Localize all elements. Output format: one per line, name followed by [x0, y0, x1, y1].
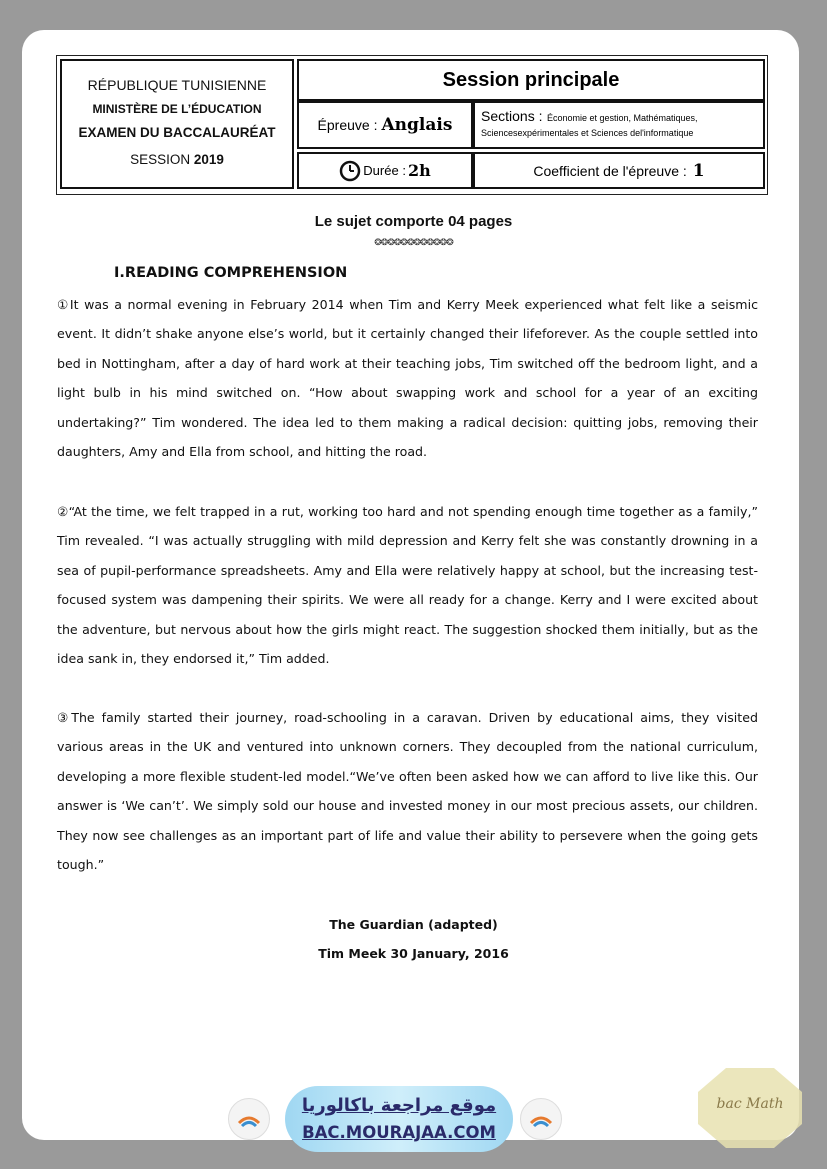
- paragraph-1: ①It was a normal evening in February 2014 when Tim and Kerry Meek experienced what felt like a seismic event. It didn’t shake anyone else’s world, but it certainly changed their lifeforever. As the couple settled into bed in Nottingham, after a day of hard work at their teaching jobs, Tim switched off the bedroom light, and a light bulb in his mind switched on. “How about swapping work and school for a year of an exciting undertaking?” Tim wondered. The idea led to them making a radical decision: quitting jobs, removing their daughters, Amy and Ella from school, and hitting the road.: [57, 297, 758, 460]
- duree-box: [297, 152, 473, 189]
- clock-icon: [339, 160, 361, 182]
- section-title: I.READING COMPREHENSION: [114, 265, 348, 281]
- bacmath-logo-text: bac Math: [716, 1096, 784, 1112]
- site-banner-link[interactable]: [285, 1086, 513, 1152]
- exam-label: EXAMEN DU BACCALAURÉAT: [78, 125, 276, 140]
- header-institution-box: [60, 59, 294, 189]
- session-year-line: [62, 152, 292, 167]
- sections-value: Économie et gestion, Mathématiques, Sciencesexpérimentales et Sciences del'informatique: [481, 113, 698, 138]
- epreuve-box: [297, 101, 473, 149]
- site-logo-left-icon: [228, 1098, 270, 1140]
- author-date: Tim Meek 30 January, 2016: [318, 946, 509, 961]
- ministry-label: MINISTÈRE DE L’ÉDUCATION: [92, 102, 262, 116]
- coefficient-label: Coefficient de l'épreuve :: [533, 162, 687, 179]
- source-label: The Guardian (adapted): [329, 917, 498, 932]
- bacmath-logo: [696, 1066, 804, 1150]
- exam-header: [56, 55, 768, 195]
- ornament-divider: ❂❂❂❂❂❂❂❂❂❂❂❂: [374, 238, 453, 248]
- site-logo-right-icon: [520, 1098, 562, 1140]
- duree-value: 2h: [407, 161, 431, 180]
- epreuve-label: Épreuve :: [317, 117, 378, 133]
- coefficient-value: 1: [692, 160, 705, 181]
- banner-arabic-text: موقع مراجعة باكالوريا: [301, 1095, 497, 1116]
- pages-note: Le sujet comporte 04 pages: [314, 213, 513, 230]
- sections-box: [473, 101, 765, 149]
- duree-label: Durée :: [363, 163, 406, 178]
- epreuve-value: Anglais: [381, 115, 453, 135]
- paragraph-3: ③The family started their journey, road-schooling in a caravan. Driven by educational aims, they visited various areas in the UK and ventured into unknown corners. They decoupled from the national curriculum, developing a more flexible student-led model.“We’ve often been asked how we can afford to live like this. Our answer is ‘We can’t’. We simply sold our house and invested money in our most precious assets, our children. They now see challenges as an important part of life and value their ability to persevere when the going gets tough.”: [57, 710, 758, 873]
- sections-label: Sections :: [481, 108, 543, 124]
- session-year: 2019: [193, 152, 224, 167]
- coefficient-box: [473, 152, 765, 189]
- session-label: SESSION: [130, 152, 191, 167]
- banner-url[interactable]: BAC.MOURAJAA.COM: [302, 1123, 496, 1142]
- republic-label: RÉPUBLIQUE TUNISIENNE: [87, 77, 267, 93]
- paragraph-2: ②“At the time, we felt trapped in a rut, working too hard and not spending enough time together as a family,” Tim revealed. “I was actually struggling with mild depression and Kerry felt she was constantly drowning in a sea of pupil-performance spreadsheets. Amy and Ella were relatively happy at school, but the increasing test-focused system was dampening their spirits. We were all ready for a change. Kerry and I were excited about the adventure, but nervous about how the girls might react. The suggestion shocked them initially, but as the idea sank in, they endorsed it,” Tim added.: [57, 504, 758, 667]
- session-type: Session principale: [297, 59, 765, 101]
